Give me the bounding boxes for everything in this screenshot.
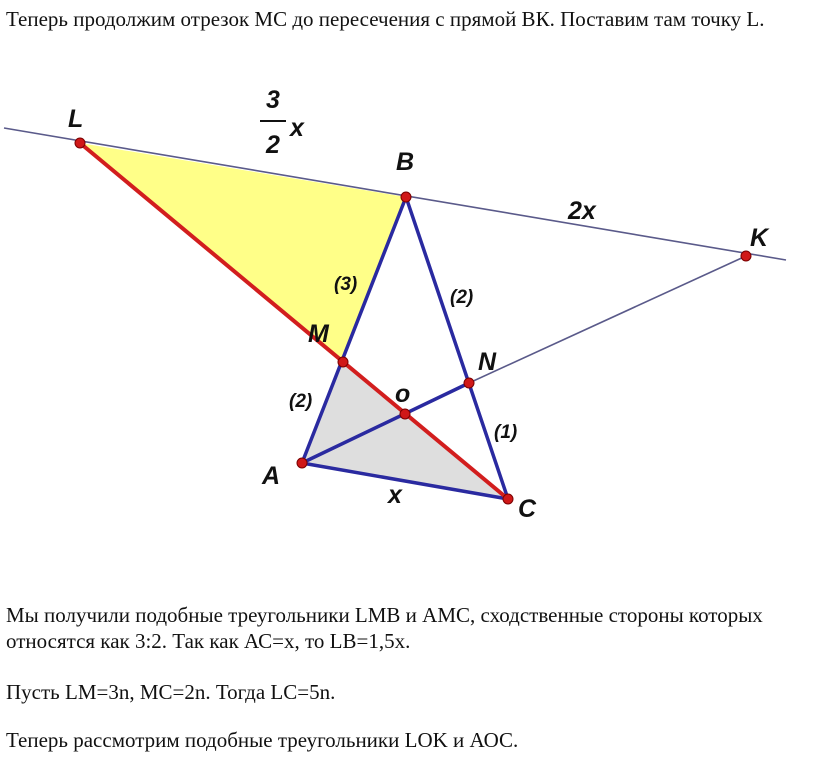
label-C: C: [518, 495, 537, 523]
label-K: K: [750, 224, 769, 252]
point-L: [75, 138, 85, 148]
label-N: N: [478, 348, 497, 376]
point-B: [401, 192, 411, 202]
geometry-figure: [0, 70, 816, 530]
label-BK-length: 2x: [568, 197, 596, 225]
label-O: o: [395, 380, 411, 408]
label-AC-length: x: [388, 481, 402, 509]
line-LK: [4, 128, 786, 260]
fraction-variable: x: [290, 114, 304, 142]
point-A: [297, 458, 307, 468]
similar-triangles-paragraph: Мы получили подобные треугольники LMB и АМС, сходственные стороны которых относятся как 3:2. Так как АС=х, то LB=1,5х.: [6, 603, 763, 653]
point-K: [741, 251, 751, 261]
label-MA-ratio: (2): [289, 391, 313, 412]
point-N: [464, 378, 474, 388]
label-B: B: [396, 148, 415, 176]
label-L: L: [68, 105, 84, 133]
label-NC-ratio: (1): [494, 422, 518, 443]
triangle-LMB-fill: [80, 143, 406, 362]
label-BN-ratio: (2): [450, 287, 474, 308]
let-paragraph: Пусть LM=3n, MC=2n. Тогда LC=5n.: [6, 680, 336, 704]
label-A: A: [262, 462, 281, 490]
next-step-paragraph: Теперь рассмотрим подобные треугольники LOK и АОС.: [6, 728, 519, 752]
point-C: [503, 494, 513, 504]
point-M: [338, 357, 348, 367]
point-O: [400, 409, 410, 419]
label-M: M: [308, 320, 329, 348]
label-BM-ratio: (3): [334, 274, 358, 295]
segment-KN: [469, 256, 746, 383]
fraction-denominator: 2: [266, 131, 280, 159]
fraction-numerator: 3: [266, 86, 280, 114]
intro-paragraph: Теперь продолжим отрезок МС до пересечения с прямой ВК. Поставим там точку L.: [6, 7, 765, 31]
